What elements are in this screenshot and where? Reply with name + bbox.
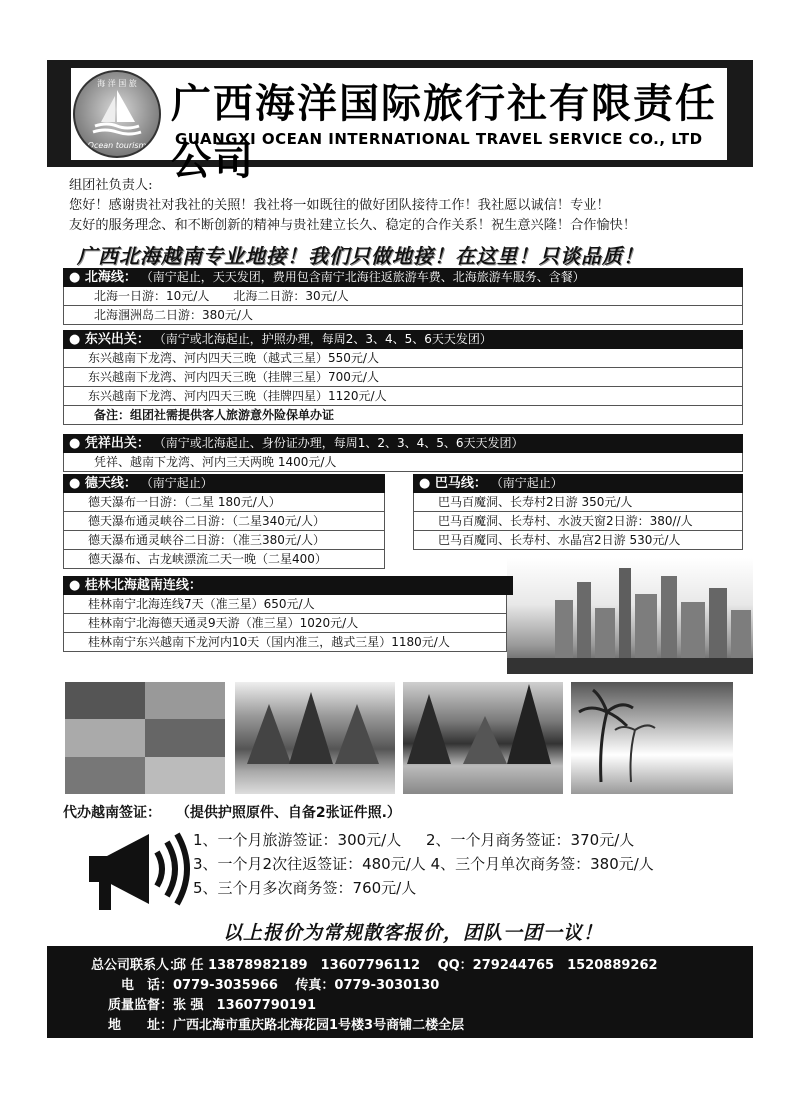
list-item: 4、三个月单次商务签：380元/人 [430,855,654,873]
intro-line-1: 您好！感谢贵社对我社的关照！我社将一如既往的做好团队接待工作！我社愿以诚信！专业！ [69,198,610,213]
company-name-cn: 广西海洋国际旅行社有限责任公司 [171,80,717,184]
section-bar [63,330,743,349]
beach-palm-photo [571,682,733,794]
slogan: 广西北海越南专业地接！我们只做地接！在这里！只谈品质！ [77,244,644,268]
quality-line [91,994,316,1013]
visa-price-list [193,828,654,900]
section-note: （南宁或北海起止，护照办理，每周2、3、4、5、6天天发团） [153,332,492,346]
section-beihai [63,268,743,325]
list-item: 3、一个月2次往返签证：480元/人 [193,855,426,873]
list-item: 东兴越南下龙湾、河内四天三晚（越式三星）550元/人 [63,349,743,368]
visa-note: （提供护照原件、自备2张证件照.） [175,805,401,821]
karst-river-photo [403,682,563,794]
list-item: 桂林南宁东兴越南下龙河内10天（国内准三，越式三星）1180元/人 [63,633,507,652]
list-item: 巴马百魔同、长寿村、水晶宫2日游 530元/人 [413,531,743,550]
list-item: 德天瀑布通灵峡谷二日游：（准三380元/人） [63,531,385,550]
section-bar [413,474,743,493]
list-item: 凭祥、越南下龙湾、河内三天两晚 1400元/人 [63,453,743,472]
address-label: 地 址： [107,1018,173,1033]
phone-value: 0779-3035966 传真：0779-3030130 [173,978,440,993]
list-item: 巴马百魔洞、长寿村2日游 350元/人 [413,493,743,512]
section-bar [63,474,385,493]
list-item: 桂林南宁北海德天通灵9天游（准三星）1020元/人 [63,614,507,633]
logo-bottom-text: Ocean tourism [87,141,147,150]
list-item: 桂林南宁北海连线7天（准三星）650元/人 [63,595,507,614]
visa-heading: 代办越南签证： [63,805,161,821]
price-note: 以上报价为常规散客报价，团队一团一议！ [223,922,604,944]
section-dongxing [63,330,743,425]
section-title: ● 巴马线： [419,476,487,491]
list-item: 德天瀑布一日游：（二星 180元/人） [63,493,385,512]
logo-top-text: 海 洋 国 旅 [97,79,137,88]
section-title: ● 桂林北海越南连线： [69,578,202,593]
list-item: 2、一个月商务签证：370元/人 [426,831,635,849]
quality-label: 质量监督： [107,998,173,1013]
contact-footer [47,946,753,1038]
intro-line-2: 友好的服务理念、和不断创新的精神与贵社建立长久、稳定的合作关系！祝生意兴隆！合作愉快！ [69,218,637,233]
section-guilin [63,576,507,652]
company-logo [73,70,161,158]
list-item: 1、一个月旅游签证：300元/人 [193,831,402,849]
section-note: （南宁起止，天天发团，费用包含南宁北海往返旅游车费、北海旅游车服务、含餐） [140,270,585,284]
section-bar [63,434,743,453]
halong-bay-collage-photo [65,682,225,794]
flyer [47,60,753,1038]
section-note: （南宁起止） [140,476,213,490]
address-value: 广西北海市重庆路北海花园1号楼3号商铺二楼全层 [173,1018,465,1033]
header-banner [47,60,753,184]
visa-title [63,802,401,822]
phone-label: 电 话： [120,978,173,993]
city-skyline-image [507,558,753,674]
section-title: ● 德天线： [69,476,137,491]
waterfall-photo [235,682,395,794]
section-title: ● 凭祥出关： [69,436,150,451]
list-item: 德天瀑布通灵峡谷二日游：（二星340元/人） [63,512,385,531]
list-item: 5、三个月多次商务签：760元/人 [193,879,417,897]
section-pingxiang [63,434,743,472]
section-note: （南宁或北海起止、身份证办理，每周1、2、3、4、5、6天天发团） [153,436,524,450]
address-line [91,1014,464,1033]
megaphone-icon [83,826,195,918]
contact-label: 总公司联系人： [91,958,183,973]
list-item: 德天瀑布、古龙峡漂流二天一晚（二星400） [63,550,385,569]
list-item: 北海涠洲岛二日游：380元/人 [63,306,743,325]
section-bar [63,268,743,287]
intro-text [69,176,749,236]
section-note: （南宁起止） [490,476,563,490]
section-detian [63,474,385,569]
phone-line [91,974,439,993]
list-item: 巴马百魔洞、长寿村、水波天窗2日游：380//人 [413,512,743,531]
contact-line [91,954,658,973]
section-bar [63,576,513,595]
section-bama [413,474,743,550]
list-item: 北海一日游：10元/人 北海二日游：30元/人 [63,287,743,306]
header-panel [71,68,727,184]
section-title: ● 北海线： [69,270,137,285]
quality-value: 张 强 13607790191 [173,998,317,1013]
remark: 备注：组团社需提供客人旅游意外险保单办证 [63,406,743,425]
list-item: 东兴越南下龙湾、河内四天三晚（挂牌四星）1120元/人 [63,387,743,406]
contact-value: 邱 任 13878982189 13607796112 QQ：279244765 1520889262 [173,958,658,973]
list-item: 东兴越南下龙湾、河内四天三晚（挂牌三星）700元/人 [63,368,743,387]
company-name-en: GUANGXI OCEAN INTERNATIONAL TRAVEL SERVICE CO., LTD [175,130,703,148]
greeting: 组团社负责人: [69,178,153,193]
section-title: ● 东兴出关： [69,332,150,347]
